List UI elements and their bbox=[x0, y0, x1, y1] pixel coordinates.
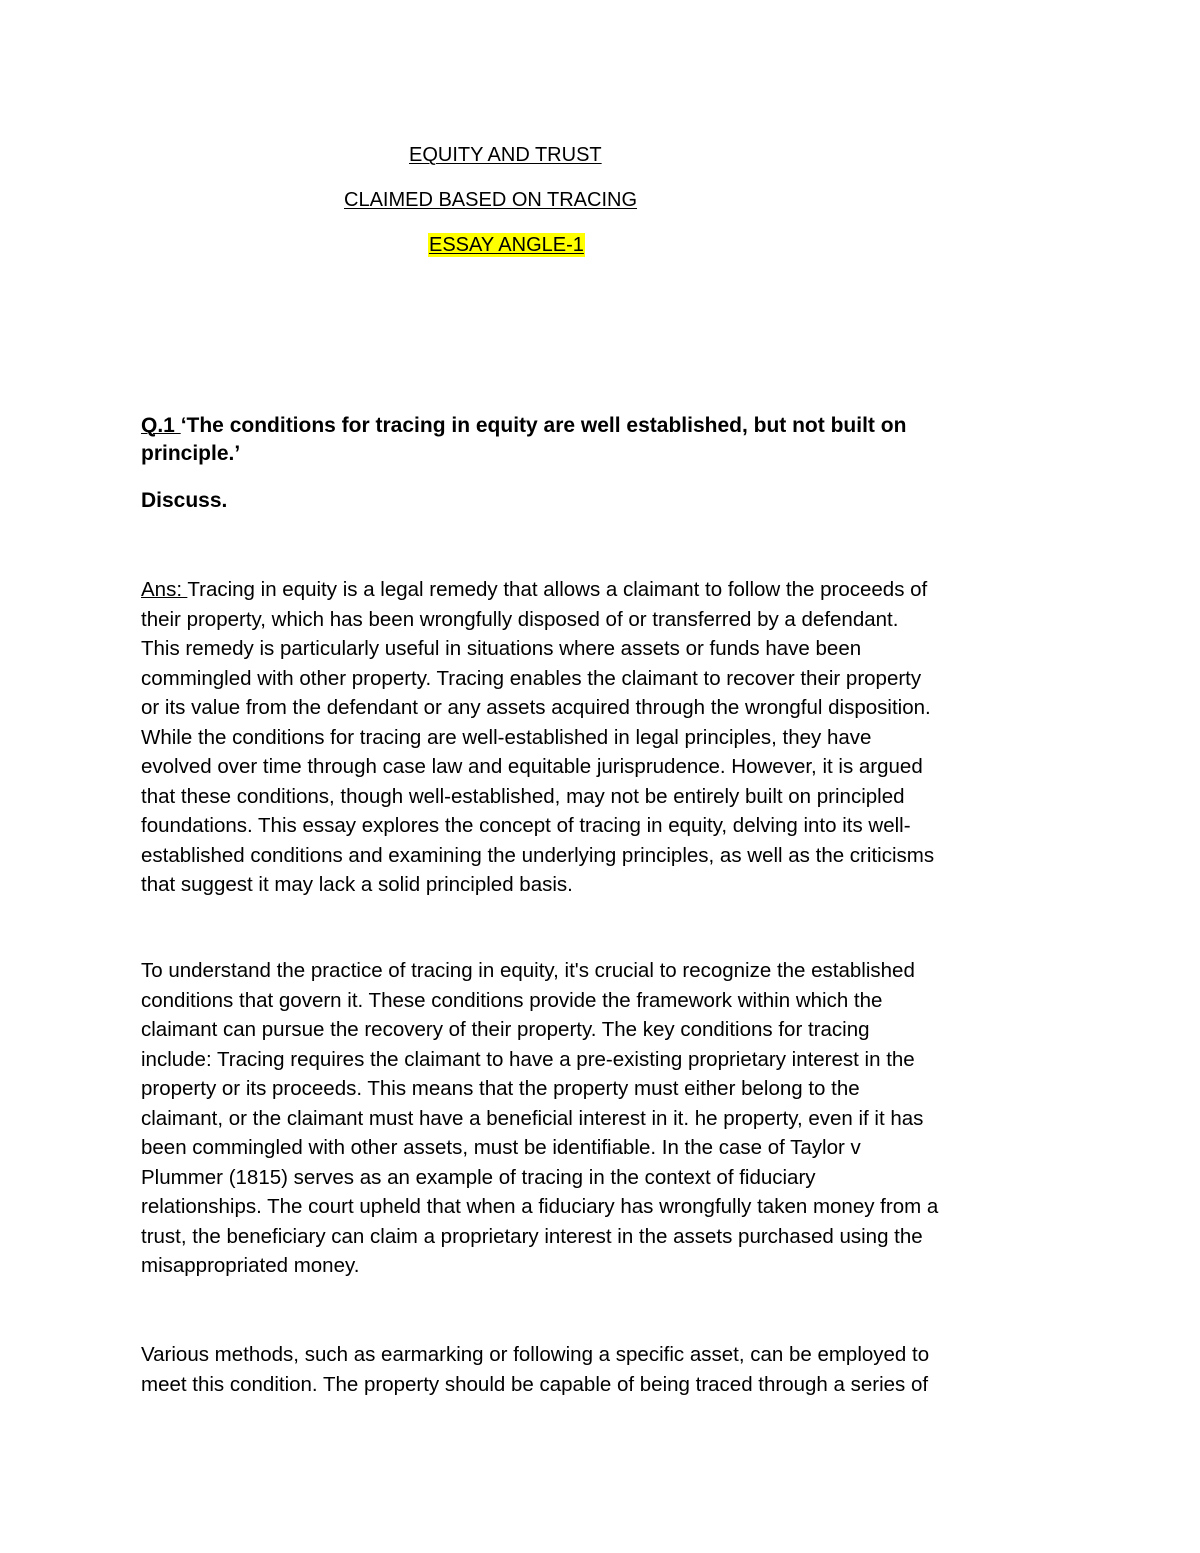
question-line2: principle.’ bbox=[141, 442, 241, 465]
paragraph-line: claimant can pursue the recovery of their property. The key conditions for tracing bbox=[141, 1018, 870, 1041]
title-equity-and-trust: EQUITY AND TRUST bbox=[409, 144, 602, 166]
paragraph-line: foundations. This essay explores the concept of tracing in equity, delving into its well- bbox=[141, 814, 911, 837]
paragraph-line: conditions that govern it. These conditions provide the framework within which the bbox=[141, 988, 883, 1012]
paragraph-line: This remedy is particularly useful in situations where assets or funds have been bbox=[141, 637, 862, 660]
answer-label: Ans: bbox=[141, 578, 188, 601]
paragraph-line: Plummer (1815) serves as an example of tracing in the context of fiduciary bbox=[141, 1165, 816, 1189]
paragraph-line: To understand the practice of tracing in equity, it's crucial to recognize the established bbox=[141, 959, 915, 982]
paragraph-line: or its value from the defendant or any assets acquired through the wrongful disposition. bbox=[141, 696, 931, 719]
paragraph-line: established conditions and examining the underlying principles, as well as the criticisms bbox=[141, 843, 935, 867]
question-line1: ‘The conditions for tracing in equity are well established, but not built on bbox=[180, 414, 907, 437]
paragraph-line: relationships. The court upheld that when a fiduciary has wrongfully taken money from a bbox=[141, 1195, 939, 1218]
paragraph-line: Ans: Tracing in equity is a legal remedy that allows a claimant to follow the proceeds of bbox=[141, 578, 928, 601]
paragraph-line: property or its proceeds. This means that the property must either belong to the bbox=[141, 1077, 860, 1100]
paragraph-line: trust, the beneficiary can claim a proprietary interest in the assets purchased using the bbox=[141, 1224, 923, 1248]
answer-paragraph-1 bbox=[141, 575, 1061, 900]
paragraph-line: commingled with other property. Tracing enables the claimant to recover their property bbox=[141, 666, 922, 690]
question-text bbox=[141, 412, 1041, 468]
paragraph-line: While the conditions for tracing are well-established in legal principles, they have bbox=[141, 725, 872, 749]
paragraph-line: their property, which has been wrongfully disposed of or transferred by a defendant. bbox=[141, 607, 899, 631]
answer-paragraph-2 bbox=[141, 956, 1061, 1281]
question-number: Q.1 bbox=[141, 414, 181, 437]
paragraph-line: been commingled with other assets, must be identifiable. In the case of Taylor v bbox=[141, 1136, 861, 1159]
discuss-label: Discuss. bbox=[141, 489, 228, 512]
paragraph-line: include: Tracing requires the claimant to have a pre-existing proprietary interest in the bbox=[141, 1047, 915, 1071]
subtitle-claimed-based-on-tracing: CLAIMED BASED ON TRACING bbox=[344, 189, 638, 211]
essay-angle-label: ESSAY ANGLE-1 bbox=[429, 234, 584, 256]
paragraph-line: evolved over time through case law and equitable jurisprudence. However, it is argued bbox=[141, 755, 923, 778]
answer-paragraph-3 bbox=[141, 1340, 1061, 1399]
paragraph-line: claimant, or the claimant must have a beneficial interest in it. he property, even if it has bbox=[141, 1106, 924, 1130]
paragraph-line: misappropriated money. bbox=[141, 1254, 360, 1277]
paragraph-line: that suggest it may lack a solid principled basis. bbox=[141, 873, 573, 896]
paragraph-line: that these conditions, though well-established, may not be entirely built on principled bbox=[141, 784, 905, 808]
paragraph-line: meet this condition. The property should be capable of being traced through a series of bbox=[141, 1372, 929, 1396]
paragraph-line: Various methods, such as earmarking or following a specific asset, can be employed to bbox=[141, 1343, 930, 1366]
